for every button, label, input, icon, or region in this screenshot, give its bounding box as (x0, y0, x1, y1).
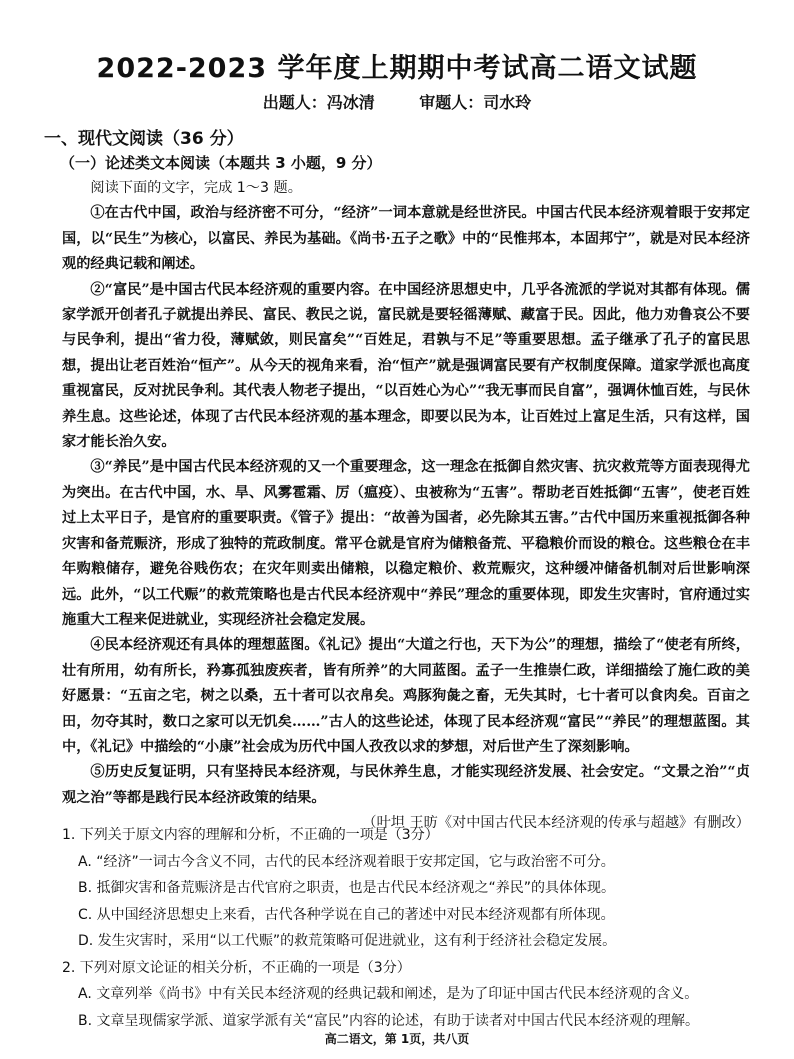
question-2-option-b: B. 文章呈现儒家学派、道家学派有关“富民”内容的论述，有助于读者对中国古代民本经济观的理解。 (78, 1012, 700, 1029)
reading-passage (62, 176, 750, 837)
question-stem-2: 2. 下列对原文论证的相关分析，不正确的一项是（3分） (62, 959, 411, 976)
question-1-option-b: B. 抵御灾害和备荒赈济是古代官府之职责，也是古代民本经济观之“养民”的具体体现。 (78, 880, 616, 896)
passage-paragraph-2: ②“富民”是中国古代民本经济观的重要内容。在中国经济思想史中，几乎各流派的学说对其都有体现。儒家学派开创者孔子就提出养民、富民、教民之说，富民就是要轻徭薄赋、藏富于民。因此，他力劝鲁哀公不要与民争利，提出“省力役，薄赋敛，则民富矣”“百姓足，君孰与不足”等重要思想。孟子继承了孔子的富民思想，提出让老百姓治“恒产”。从今天的视角来看，治“恒产”就是强调富民要有产权制度保障。道家学派也高度重视富民，反对扰民争利。其代表人物老子提出，“以百姓心为心”“我无事而民自富”，强调休恤百姓，与民休养生息。这些论述，体现了古代民本经济观的基本理念，即要以民为本，让百姓过上富足生活，只有这样，国家才能长治久安。 (62, 281, 750, 451)
section-heading: 一、现代文阅读（36 分） (44, 129, 244, 149)
passage-paragraph-5: ⑤历史反复证明，只有坚持民本经济观，与民休养生息，才能实现经济发展、社会安定。“文景之治”“贞观之治”等都是践行民本经济政策的结果。 (62, 764, 750, 806)
passage-paragraph-4: ④民本经济观还有具体的理想蓝图。《礼记》提出“大道之行也，天下为公”的理想，描绘了“使老有所终，壮有所用，幼有所长，矜寡孤独废疾者，皆有所养”的大同蓝图。孟子一生推崇仁政，详细描绘了施仁政的美好愿景：“五亩之宅，树之以桑，五十者可以衣帛矣。鸡豚狗彘之畜，无失其时，七十者可以食肉矣。百亩之田，勿夺其时，数口之家可以无饥矣……”古人的这些论述，体现了民本经济观“富民”“养民”的理想蓝图。其中，《礼记》中描绘的“小康”社会成为历代中国人孜孜以求的梦想，对后世产生了深刻影响。 (62, 637, 750, 755)
exam-authors: 出题人：冯冰清 审题人：司水玲 (262, 93, 532, 112)
passage-source: （叶坦 王昉《对中国古代民本经济观的传承与超越》有删改） (362, 815, 750, 832)
question-2-option-a: A. 文章列举《尚书》中有关民本经济观的经典记载和阐述，是为了印证中国古代民本经济观的含义。 (78, 986, 699, 1002)
subsection-heading: （一）论述类文本阅读（本题共 3 小题，9 分） (60, 154, 382, 172)
question-stem-1: 1. 下列关于原文内容的理解和分析，不正确的一项是（3分） (62, 827, 439, 843)
page-footer: 高二语文，第 1页，共八页 (324, 1032, 470, 1046)
passage-paragraph-1: ①在古代中国，政治与经济密不可分，“经济”一词本意就是经世济民。中国古代民本经济观着眼于安邦定国，以“民生”为核心，以富民、养民为基础。《尚书·五子之歌》中的“民惟邦本，本固邦宁”，就是对民本经济观的经典记载和阐述。 (62, 205, 750, 273)
question-1-option-c: C. 从中国经济思想史上来看，古代各种学说在自己的著述中对民本经济观都有所体现。 (78, 906, 615, 923)
question-list (62, 822, 762, 1034)
passage-paragraph-3: ③“养民”是中国古代民本经济观的又一个重要理念，这一理念在抵御自然灾害、抗灾救荒等方面表现得尤为突出。在古代中国，水、旱、风雾雹霜、厉（瘟疫）、虫被称为“五害”。帮助老百姓抵御“五害”，使老百姓过上太平日子，是官府的重要职责。《管子》提出：“故善为国者，必先除其五害。”古代中国历来重视抵御各种灾害和备荒赈济，形成了独特的荒政制度。常平仓就是官府为储粮备荒、平稳粮价而设的粮仓。这些粮仓在丰年购粮储存，避免谷贱伤农；在灾年则卖出储粮，以稳定粮价、救荒赈灾，这种缓冲储备机制对后世影响深远。此外，“以工代赈”的救荒策略也是古代民本经济观中“养民”理念的重要体现，即发生灾害时，官府通过实施重大工程来促进就业，实现经济社会稳定发展。 (62, 459, 750, 628)
passage-instruction: 阅读下面的文字，完成 1～3 题。 (90, 180, 302, 196)
question-1-option-d: D. 发生灾害时，采用“以工代赈”的救荒策略可促进就业，这有利于经济社会稳定发展。 (78, 933, 617, 949)
exam-title: 2022-2023 学年度上期期中考试高二语文试题 (96, 53, 698, 84)
question-1-option-a: A. “经济”一词古今含义不同，古代的民本经济观着眼于安邦定国，它与政治密不可分。 (78, 853, 615, 870)
